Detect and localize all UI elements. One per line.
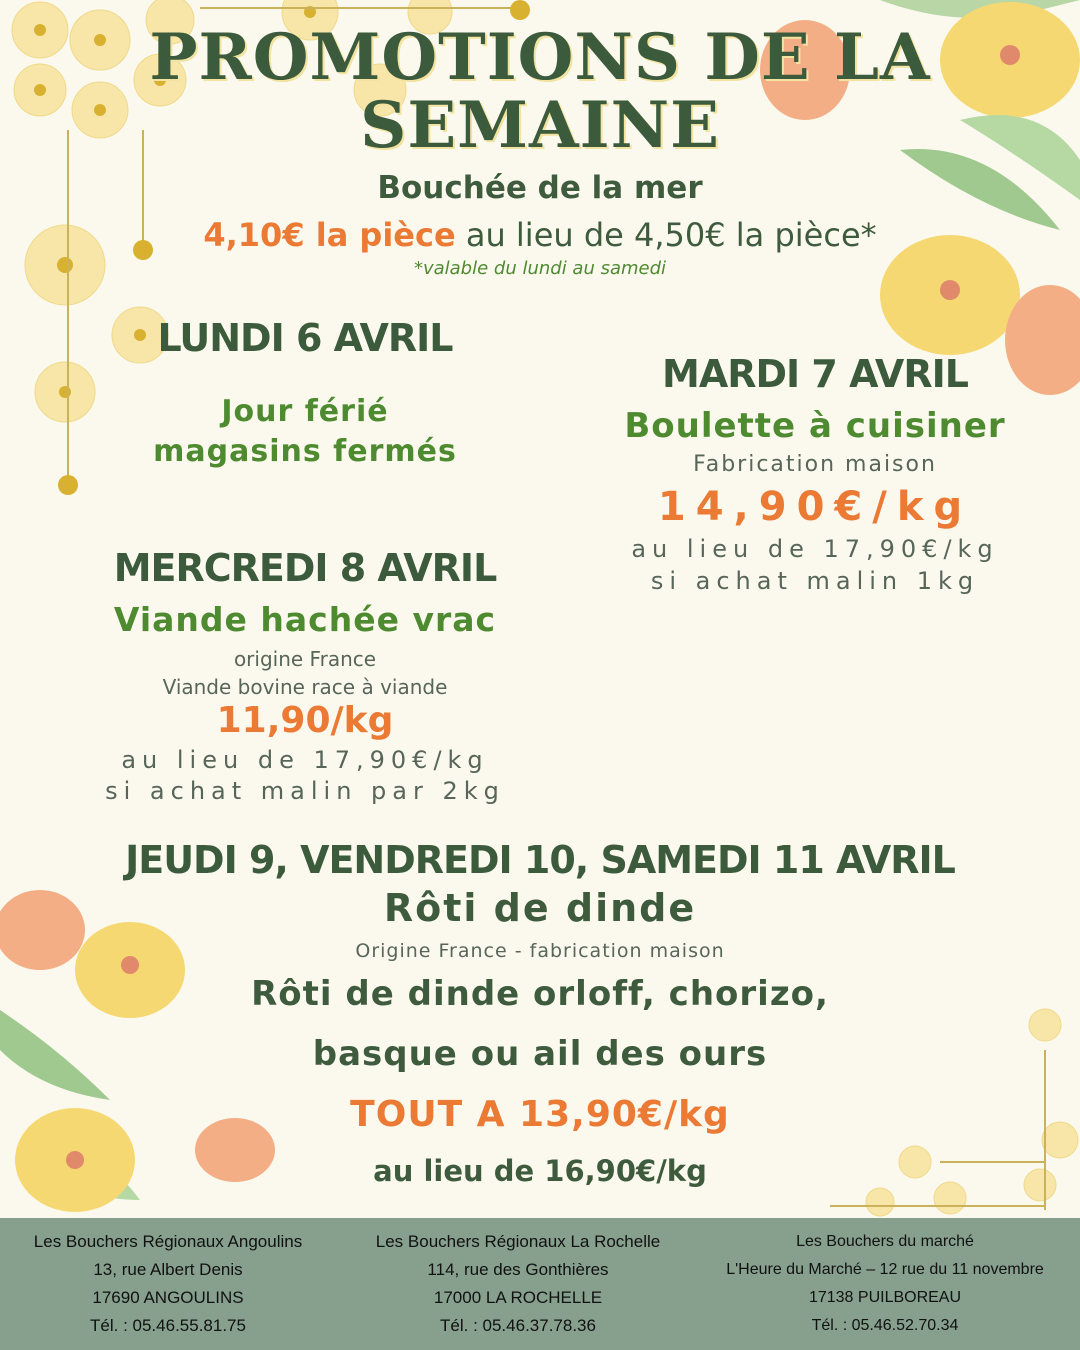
store-name: Les Bouchers Régionaux La Rochelle	[375, 1232, 661, 1251]
store-street: 114, rue des Gonthières	[427, 1260, 609, 1279]
footer-stores	[0, 1218, 1080, 1350]
tuesday-sub: Fabrication maison	[693, 452, 937, 477]
tuesday-day: MARDI 7 AVRIL	[662, 352, 968, 396]
weekend-origin: Origine France - fabrication maison	[355, 940, 725, 962]
wednesday-product: Viande hachée vrac	[113, 600, 497, 639]
store-phone: Tél. : 05.46.37.78.36	[440, 1316, 596, 1335]
wednesday-instead: au lieu de 17,90€/kg	[121, 746, 489, 774]
store-la-rochelle	[338, 1228, 698, 1340]
wednesday-conditions	[60, 745, 550, 807]
store-city: 17690 ANGOULINS	[92, 1288, 244, 1307]
store-city: 17000 LA ROCHELLE	[433, 1288, 603, 1307]
store-city: 17138 PUILBOREAU	[808, 1289, 962, 1306]
wednesday-breed: Viande bovine race à viande	[162, 675, 448, 699]
monday-closed	[100, 392, 510, 472]
tuesday-condition: si achat malin 1kg	[650, 567, 980, 595]
wednesday-day: MERCREDI 8 AVRIL	[113, 546, 497, 590]
tuesday-price: 14,90€/kg	[657, 484, 973, 530]
monday-day: LUNDI 6 AVRIL	[157, 316, 453, 360]
tuesday-conditions	[560, 533, 1070, 597]
wednesday-origin: origine France	[233, 647, 377, 671]
store-angoulins	[0, 1228, 348, 1340]
weekend-price: TOUT A 13,90€/kg	[350, 1094, 730, 1135]
weekend-variants-1: Rôti de dinde orloff, chorizo,	[251, 974, 829, 1014]
weekly-product: Bouchée de la mer	[377, 170, 703, 206]
wednesday-price: 11,90/kg	[216, 700, 394, 741]
weekly-instead: au lieu de 4,50€ la pièce*	[465, 216, 877, 254]
weekly-note: *valable du lundi au samedi	[413, 258, 667, 279]
title-line-2: SEMAINE	[360, 88, 720, 163]
tuesday-product: Boulette à cuisiner	[624, 406, 1006, 446]
weekend-variants-2: basque ou ail des ours	[312, 1034, 768, 1074]
store-name: Les Bouchers Régionaux Angoulins	[33, 1232, 303, 1251]
store-phone: Tél. : 05.46.55.81.75	[90, 1316, 246, 1335]
store-name: Les Bouchers du marché	[796, 1233, 974, 1250]
store-street: L'Heure du Marché – 12 rue du 11 novembre	[726, 1261, 1044, 1278]
title-line-1: PROMOTIONS DE LA	[149, 20, 931, 95]
page-title	[0, 20, 1080, 163]
wednesday-details	[80, 645, 530, 701]
weekend-instead: au lieu de 16,90€/kg	[373, 1154, 707, 1188]
monday-line-1: Jour férié	[221, 394, 389, 429]
store-puilboreau	[690, 1228, 1080, 1340]
wednesday-condition: si achat malin par 2kg	[105, 777, 505, 805]
weekly-price-line	[0, 216, 1080, 254]
tuesday-instead: au lieu de 17,90€/kg	[631, 535, 999, 563]
store-street: 13, rue Albert Denis	[93, 1260, 243, 1279]
monday-line-2: magasins fermés	[153, 434, 457, 469]
store-phone: Tél. : 05.46.52.70.34	[811, 1317, 959, 1334]
weekend-product: Rôti de dinde	[383, 886, 697, 930]
weekly-price: 4,10€ la pièce	[203, 216, 456, 254]
weekend-days: JEUDI 9, VENDREDI 10, SAMEDI 11 AVRIL	[125, 838, 955, 882]
